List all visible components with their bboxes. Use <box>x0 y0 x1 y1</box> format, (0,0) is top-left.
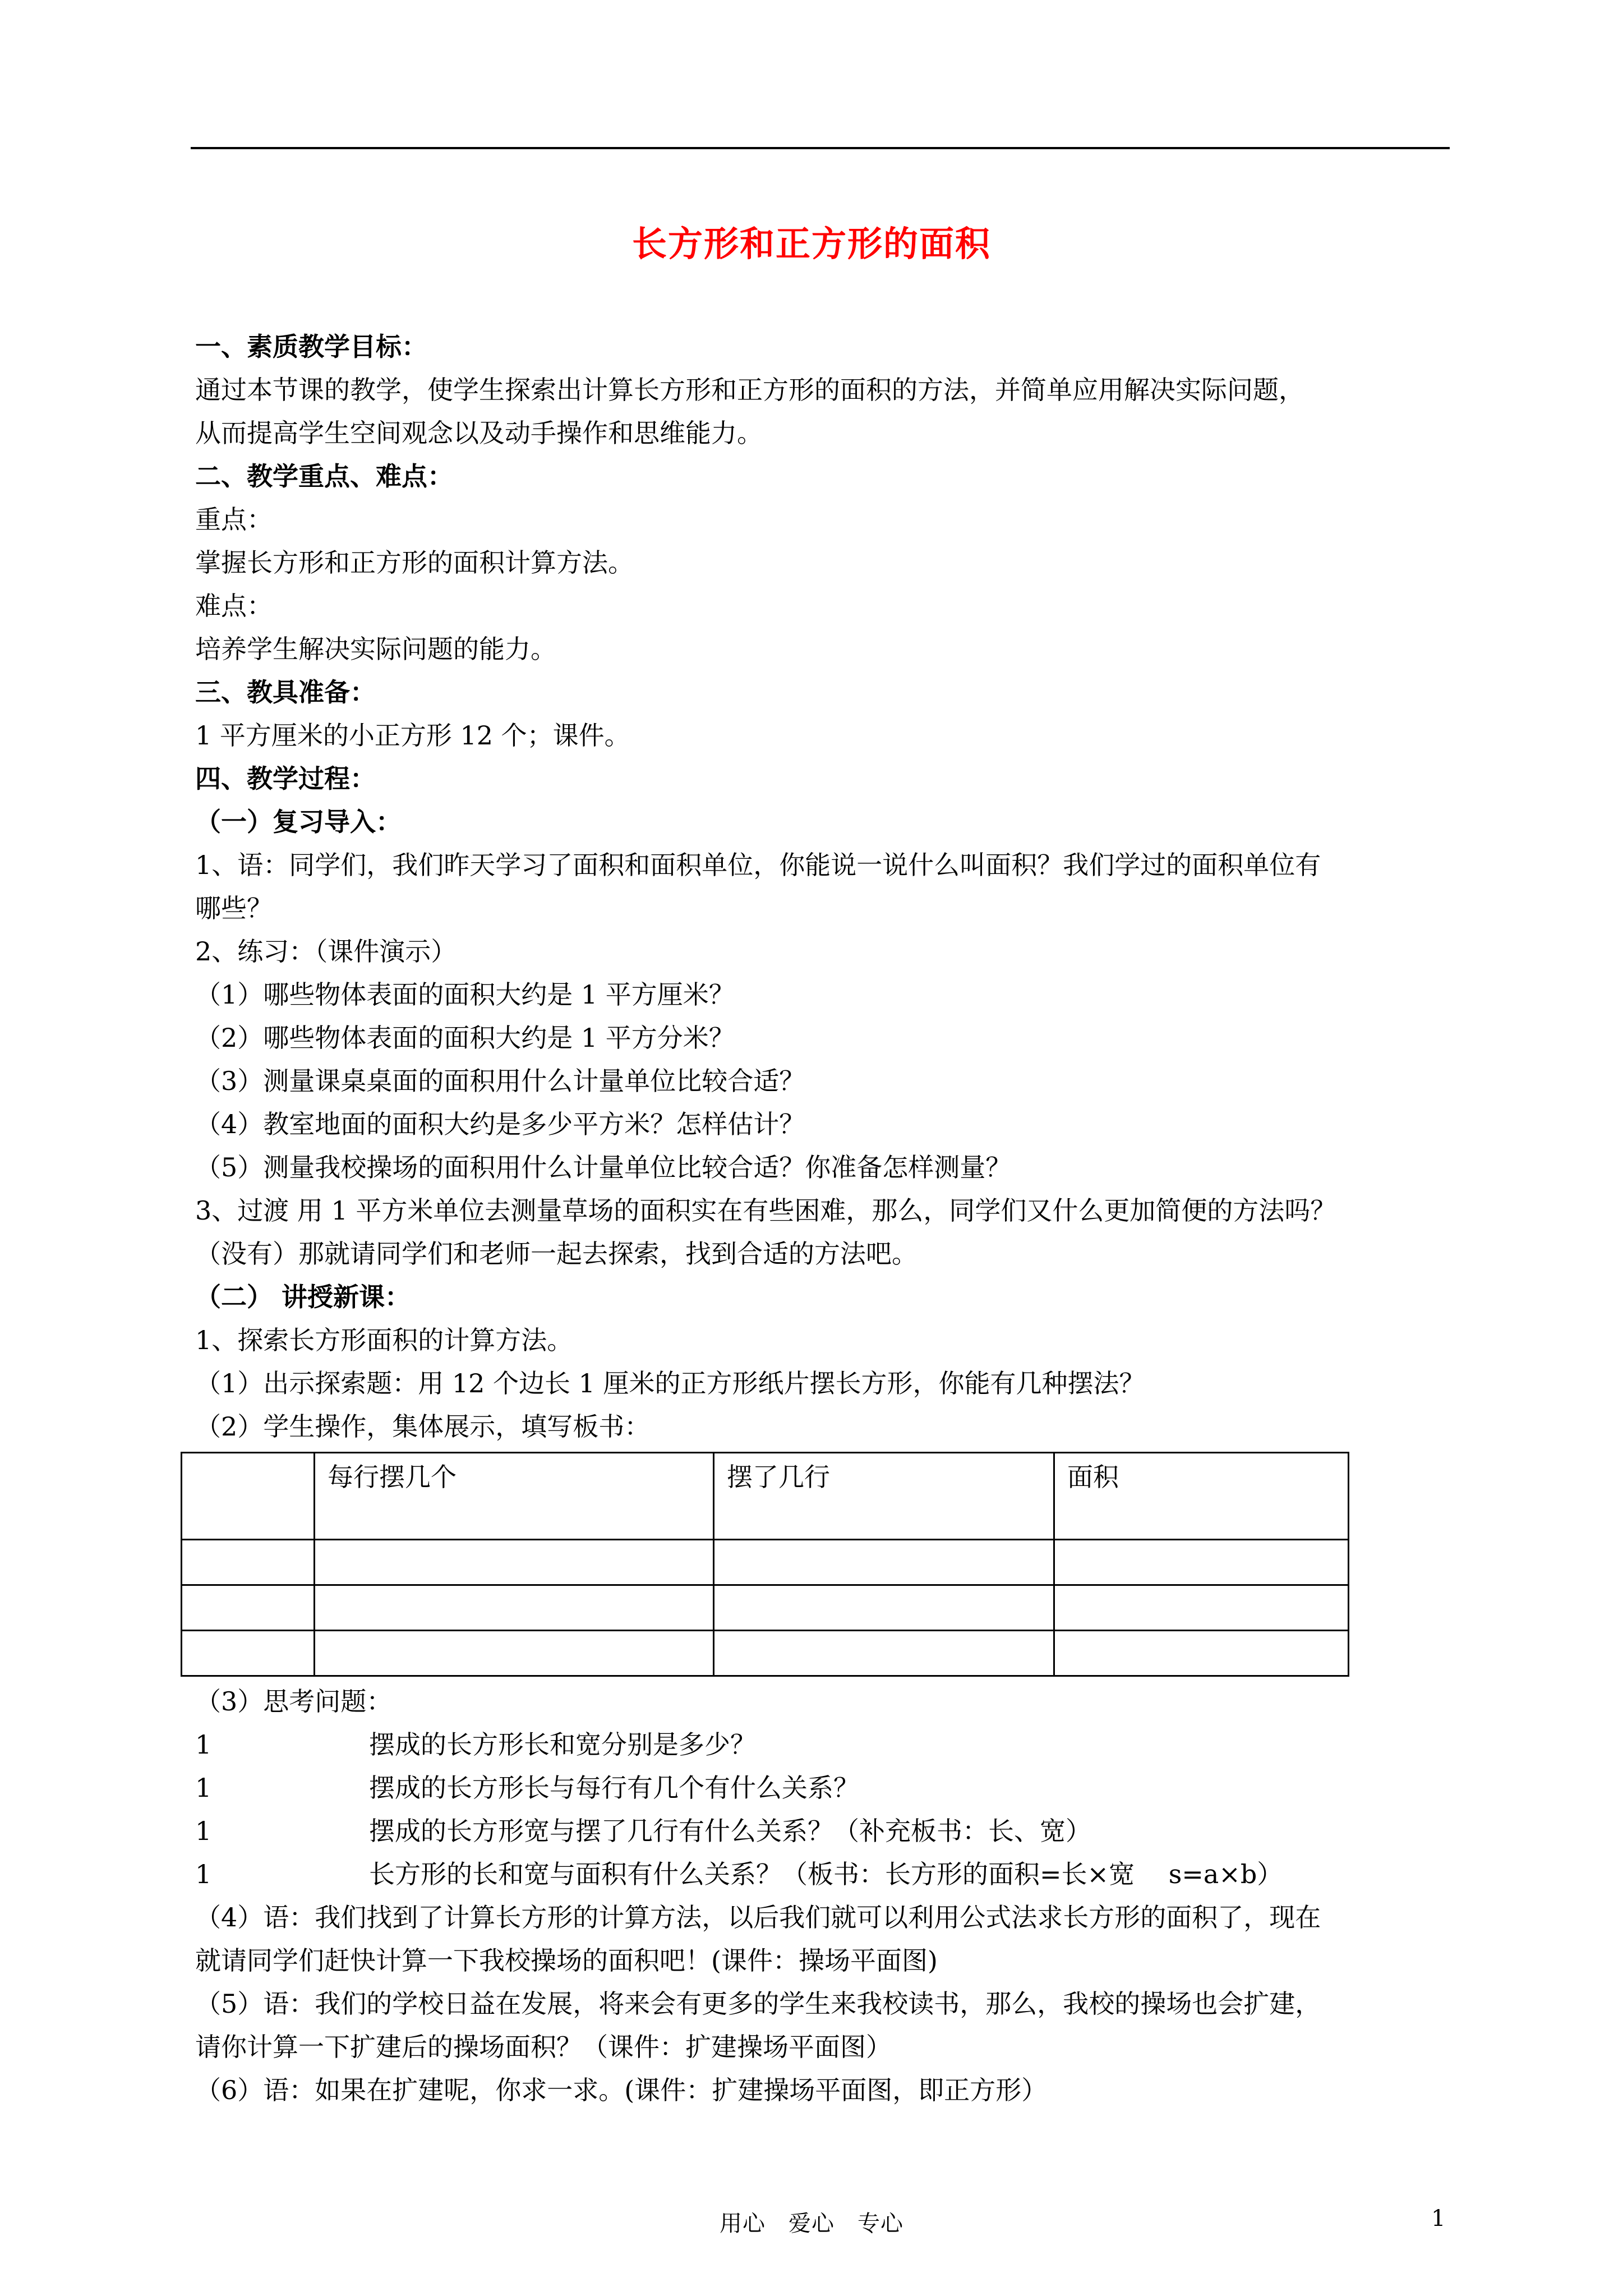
think-item-text: 摆成的长方形长和宽分别是多少？ <box>369 1729 756 1760</box>
think-item-number: 1 <box>195 1859 212 1889</box>
diff-label: 难点： <box>195 591 273 621</box>
key-label: 重点： <box>195 504 273 535</box>
review-2-item: （2）哪些物体表面的面积大约是 1 平方分米？ <box>195 1023 735 1053</box>
review-3b: （没有）那就请同学们和老师一起去探索，找到合适的方法吧。 <box>195 1239 917 1269</box>
review-2-item: （1）哪些物体表面的面积大约是 1 平方厘米？ <box>195 979 735 1010</box>
review-1b: 哪些？ <box>195 893 273 923</box>
review-3a: 3、过渡 用 1 平方米单位去测量草场的面积实在有些困难，那么，同学们又什么更加简便的方法吗？ <box>195 1195 1336 1226</box>
table-row <box>182 1631 1349 1676</box>
think-item <box>195 1810 1446 1853</box>
review-1a: 1、语：同学们，我们昨天学习了面积和面积单位，你能说一说什么叫面积？我们学过的面积单位有 <box>195 850 1321 880</box>
review-2: 2、练习：（课件演示） <box>195 936 457 967</box>
board-table <box>181 1452 1349 1677</box>
step-4b: 就请同学们赶快计算一下我校操场的面积吧！(课件：操场平面图) <box>195 1945 938 1976</box>
goal-heading: 一、素质教学目标： <box>195 332 427 362</box>
think-item-text: 摆成的长方形长与每行有几个有什么关系？ <box>369 1773 859 1803</box>
goal-text-2: 从而提高学生空间观念以及动手操作和思维能力。 <box>195 418 763 448</box>
step-5b: 请你计算一下扩建后的操场面积？（课件：扩建操场平面图） <box>195 2032 892 2062</box>
key-heading: 二、教学重点、难点： <box>195 461 453 491</box>
table-cell <box>182 1631 315 1676</box>
table-cell <box>1054 1631 1349 1676</box>
review-heading: （一）复习导入： <box>195 807 402 837</box>
table-cell <box>1054 1540 1349 1585</box>
table-header-row <box>182 1453 1349 1540</box>
table-header-cell: 摆了几行 <box>714 1453 1054 1540</box>
table-cell <box>714 1585 1054 1631</box>
page-number: 1 <box>1431 2206 1446 2231</box>
key-text: 掌握长方形和正方形的面积计算方法。 <box>195 547 634 578</box>
table-cell <box>714 1631 1054 1676</box>
header-rule <box>191 147 1450 149</box>
step-6: （6）语：如果在扩建呢，你求一求。(课件：扩建操场平面图，即正方形） <box>195 2075 1048 2105</box>
new-1-1: （1）出示探索题：用 12 个边长 1 厘米的正方形纸片摆长方形，你能有几种摆法？ <box>195 1368 1145 1398</box>
think-item <box>195 1766 1446 1810</box>
page-title: 长方形和正方形的面积 <box>631 223 991 264</box>
think-item <box>195 1723 1446 1766</box>
table-cell <box>315 1585 714 1631</box>
step-4a: （4）语：我们找到了计算长方形的计算方法，以后我们就可以利用公式法求长方形的面积了，现在 <box>195 1902 1321 1932</box>
new-heading: （二） 讲授新课： <box>195 1282 411 1312</box>
document-body <box>195 325 1446 2112</box>
footer-motto: 用心 爱心 专心 <box>720 2211 903 2237</box>
think-item-text: 摆成的长方形宽与摆了几行有什么关系？（补充板书：长、宽） <box>369 1816 1091 1846</box>
table-cell <box>1054 1585 1349 1631</box>
think-item-number: 1 <box>195 1773 212 1803</box>
think-heading: （3）思考问题： <box>195 1686 393 1717</box>
table-cell <box>182 1540 315 1585</box>
goal-text-1: 通过本节课的教学，使学生探索出计算长方形和正方形的面积的方法，并简单应用解决实际问题， <box>195 375 1304 405</box>
think-item-number: 1 <box>195 1816 212 1846</box>
think-item <box>195 1853 1446 1896</box>
new-1-2: （2）学生操作，集体展示，填写板书： <box>195 1411 651 1442</box>
table-cell <box>315 1540 714 1585</box>
new-1: 1、探索长方形面积的计算方法。 <box>195 1325 573 1355</box>
table-row <box>182 1540 1349 1585</box>
table-row <box>182 1585 1349 1631</box>
think-item-text: 长方形的长和宽与面积有什么关系？（板书：长方形的面积=长×宽 s=a×b） <box>369 1859 1283 1889</box>
table-cell <box>714 1540 1054 1585</box>
tools-heading: 三、教具准备： <box>195 677 376 707</box>
table-header-cell: 每行摆几个 <box>315 1453 714 1540</box>
process-heading: 四、教学过程： <box>195 763 376 794</box>
table-header-cell <box>182 1453 315 1540</box>
diff-text: 培养学生解决实际问题的能力。 <box>195 634 556 664</box>
table-header-cell: 面积 <box>1054 1453 1349 1540</box>
think-item-number: 1 <box>195 1729 212 1760</box>
step-5a: （5）语：我们的学校日益在发展，将来会有更多的学生来我校读书，那么，我校的操场也会扩建， <box>195 1989 1321 2019</box>
review-2-item: （4）教室地面的面积大约是多少平方米？怎样估计？ <box>195 1109 805 1139</box>
table-cell <box>315 1631 714 1676</box>
review-2-item: （3）测量课桌桌面的面积用什么计量单位比较合适？ <box>195 1066 805 1096</box>
tools-text: 1 平方厘米的小正方形 12 个；课件。 <box>195 720 630 751</box>
table-cell <box>182 1585 315 1631</box>
review-2-item: （5）测量我校操场的面积用什么计量单位比较合适？你准备怎样测量？ <box>195 1152 1012 1182</box>
